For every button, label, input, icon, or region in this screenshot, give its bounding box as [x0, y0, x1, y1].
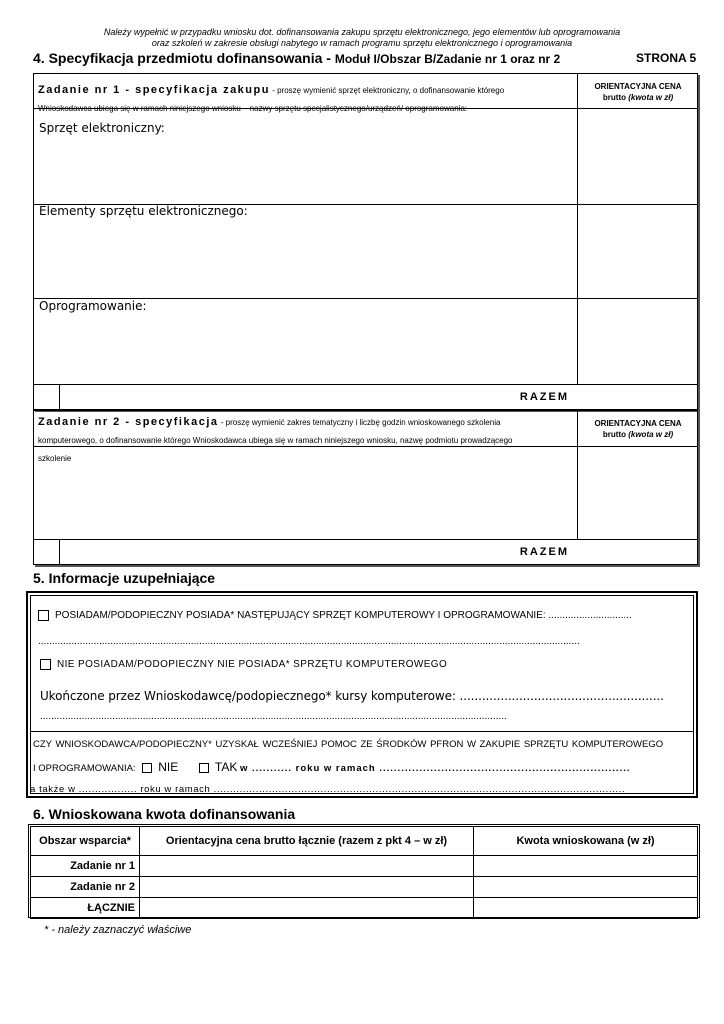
requested-amount-cell[interactable] — [474, 898, 698, 919]
gross-price-cell[interactable] — [140, 856, 474, 877]
task1-header — [38, 80, 573, 116]
row-electronic-equipment: Sprzęt elektroniczny: — [39, 121, 165, 135]
section4-title — [33, 50, 560, 66]
pfron-yes-label: TAK — [214, 760, 238, 774]
divider — [30, 731, 694, 732]
header-line-2: oraz szkoleń w zakresie obsługi nabytego w ramach programu sprzętu elektronicznego i oprogramowania — [151, 38, 573, 48]
price-header-line1: ORIENTACYJNA CENA — [594, 419, 682, 428]
electronic-equipment-price-field[interactable] — [580, 110, 696, 202]
price-header-unit: (kwota w zł) — [628, 430, 674, 439]
task2-desc-b: komputerowego, o dofinansowanie którego Wnioskodawca ubiega się w ramach niniejszego wniosku, nazwę podmiotu prowadzącego — [38, 436, 513, 445]
equipment-elements-price-field[interactable] — [580, 206, 696, 296]
pfron-software-label: I OPROGRAMOWANIA: — [33, 763, 136, 774]
training-description-field[interactable] — [36, 448, 574, 537]
pfron-yes-checkbox[interactable] — [199, 763, 209, 773]
price-column-divider — [577, 73, 578, 385]
task2-desc-a: - proszę wymienić zakres tematyczny i liczbę godzin wnioskowanego szkolenia — [218, 418, 501, 427]
price-header-line2 — [578, 92, 698, 103]
requested-amount-cell[interactable] — [474, 877, 698, 898]
training-price-field[interactable] — [580, 448, 696, 537]
courses-dots[interactable]: ........................................................................................................................................................................ — [40, 711, 507, 722]
pfron-answer-line — [33, 760, 630, 774]
row-label: ŁĄCZNIE — [31, 898, 140, 919]
gross-price-cell[interactable] — [140, 877, 474, 898]
software-price-field[interactable] — [580, 300, 696, 382]
pfron-no-label: NIE — [158, 760, 179, 774]
section4-title-main: 4. Specyfikacja przedmiotu dofinansowania - — [33, 50, 335, 66]
col-requested-amount: Kwota wnioskowana (w zł) — [474, 827, 698, 856]
row-software: Oprogramowanie: — [39, 299, 147, 313]
task2-price-header — [578, 418, 698, 440]
owns-equipment-checkbox[interactable] — [38, 610, 49, 621]
col-gross-price: Orientacyjna cena brutto łącznie (razem z pkt 4 – w zł) — [140, 827, 474, 856]
task2-total-label: RAZEM — [519, 546, 569, 558]
task2-desc-c: szkolenie — [38, 454, 72, 463]
task1-desc-b: Wnioskodawca ubiega się w ramach niniejszego wniosku – nazwy sprzętu specjalistycznego/urządzeń/ oprogramowania: — [38, 104, 468, 113]
no-equipment-checkbox[interactable] — [40, 659, 51, 670]
price-header-unit: (kwota w zł) — [628, 93, 674, 102]
owns-equipment-option — [38, 610, 632, 621]
row-equipment-elements: Elementy sprzętu elektronicznego: — [39, 204, 248, 218]
section4-subtitle: Moduł I/Obszar B/Zadanie nr 1 oraz nr 2 — [334, 52, 561, 66]
header-line-1: Należy wypełnić w przypadku wniosku dot. dofinansowania zakupu sprzętu elektronicznego, jego elementów lub oprogramowania — [103, 27, 621, 37]
pfron-year-program[interactable]: w ........... roku w ramach ..................................................................... — [239, 763, 631, 774]
pfron-question: CZY WNIOSKODAWCA/PODOPIECZNY* UZYSKAŁ WCZEŚNIEJ POMOC ZE ŚRODKÓW PFRON W ZAKUPIE SPRZĘTU KOMPUTEROWEGO — [33, 739, 664, 750]
task2-heading: Zadanie nr 2 - specyfikacja — [38, 416, 219, 428]
price-header-line2 — [578, 429, 698, 440]
price-header-line1: ORIENTACYJNA CENA — [594, 82, 682, 91]
no-equipment-option — [40, 659, 447, 670]
section6-title: 6. Wnioskowana kwota dofinansowania — [33, 806, 296, 822]
electronic-equipment-field[interactable] — [36, 130, 574, 202]
table-row — [31, 856, 698, 877]
courses-label: Ukończone przez Wnioskodawcę/podopiecznego* kursy komputerowe: ....................................................... — [40, 689, 664, 703]
requested-amount-cell[interactable] — [474, 856, 698, 877]
task1-total-label: RAZEM — [519, 391, 569, 403]
table-row — [31, 877, 698, 898]
row-label: Zadanie nr 2 — [31, 877, 140, 898]
price-header-brutto: brutto — [602, 430, 629, 439]
no-equipment-label: NIE POSIADAM/PODOPIECZNY NIE POSIADA* SPRZĘTU KOMPUTEROWEGO — [57, 659, 448, 671]
task1-total-field[interactable] — [580, 386, 696, 408]
task1-desc-a: - proszę wymienić sprzęt elektroniczny, o dofinansowanie którego — [269, 86, 505, 95]
owns-equipment-dots[interactable]: ................................................................................................................................................................................................... — [38, 636, 580, 647]
divider — [33, 384, 698, 385]
row-label: Zadanie nr 1 — [31, 856, 140, 877]
table-row — [31, 898, 698, 919]
section5-title: 5. Informacje uzupełniające — [33, 570, 216, 586]
equipment-elements-field[interactable] — [36, 220, 574, 296]
divider — [33, 539, 698, 540]
page-number: STRONA 5 — [636, 51, 697, 65]
task1-heading: Zadanie nr 1 - specyfikacja zakupu — [38, 84, 270, 96]
table-header-row — [31, 827, 698, 856]
col-support-area: Obszar wsparcia* — [31, 827, 140, 856]
gross-price-cell[interactable] — [140, 898, 474, 919]
software-field[interactable] — [36, 315, 574, 381]
funding-table — [30, 826, 698, 919]
owns-equipment-label: POSIADAM/PODOPIECZNY POSIADA* NASTĘPUJĄCY SPRZĘT KOMPUTEROWY I OPROGRAMOWANIE: .............................. — [55, 610, 632, 622]
price-header-brutto: brutto — [602, 93, 629, 102]
pfron-no-checkbox[interactable] — [142, 763, 152, 773]
pfron-also-line[interactable]: a także w .................. roku w ramach ............................................................................................................................... — [30, 784, 626, 795]
footnote: * - należy zaznaczyć właściwe — [44, 924, 192, 936]
task2-total-field[interactable] — [580, 541, 696, 563]
razem-indent — [59, 384, 60, 410]
razem-indent — [59, 539, 60, 565]
task1-price-header — [578, 81, 698, 103]
